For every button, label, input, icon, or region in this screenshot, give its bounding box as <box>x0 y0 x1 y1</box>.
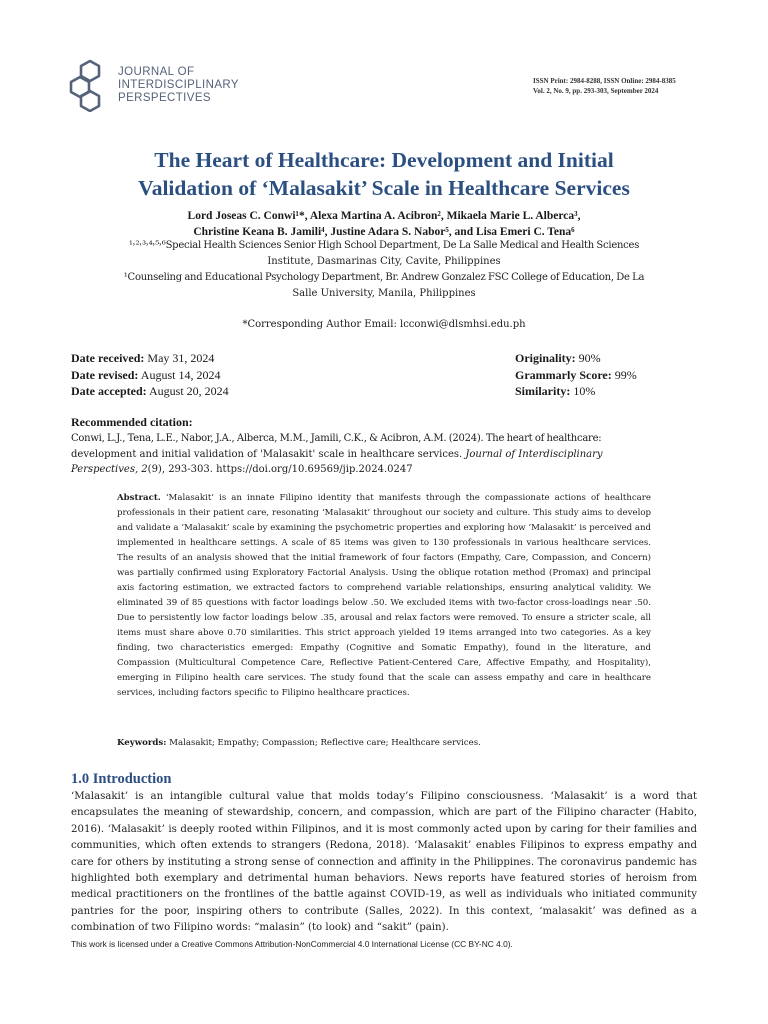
journal-name-line: INTERDISCIPLINARY <box>118 79 239 91</box>
hexagon-molecule-icon <box>66 58 114 112</box>
introduction-text: ‘Malasakit’ is an intangible cultural value that molds today’s Filipino consciousness. ‘Malasakit’ is a word that encapsulates the meaning of stewardship, concern, and compassion, which are part of the Filipino character (Habito, 2016). ‘Malasakit’ is deeply rooted within Filipinos, and it is most commonly acted upon by caring for their families and communities, which often extends to strangers (Redona, 2018). ‘Malasakit’ enables Filipinos to express empathy and care for others by instituting a strong sense of connection and affinity in the Philippines. The coronavirus pandemic has highlighted both exemplary and detrimental human behaviors. News reports have featured stories of heroism from medical practitioners on the frontlines of the battle against COVID-19, as well as individuals who initiated community pantries for the poor, inspiring others to contribute (Salles, 2022). In this context, ‘malasakit’ was defined as a combination of two Filipino words: “malasin” (to look) and “sakit” (pain). <box>71 791 697 934</box>
citation-heading: Recommended citation: <box>71 415 193 429</box>
keywords <box>117 738 481 748</box>
author-line: Christine Keana B. Jamili⁴, Justine Adara S. Nabor⁵, and Lisa Emeri C. Tena⁶ <box>193 226 575 238</box>
corresponding-author-email: *Corresponding Author Email: lcconwi@dlsmhsi.edu.ph <box>242 319 526 330</box>
affiliations <box>40 238 728 302</box>
title-line: Validation of ‘Malasakit’ Scale in Healthcare Services <box>138 176 630 200</box>
score-block <box>515 350 637 400</box>
abstract-text: ‘Malasakit’ is an innate Filipino identity that manifests through the compassionate actions of healthcare professionals in their patient care, resonating ‘Malasakit’ throughout our society and culture. This study aims to develop and validate a ‘Malasakit’ scale by examining the psychometric properties and exploring how ‘Malasakit’ is perceived and implemented in healthcare settings. A scale of 85 items was given to 130 professionals in various healthcare services. The results of an analysis showed that the initial framework of four factors (Empathy, Care, Compassion, and Concern) was partially confirmed using Exploratory Factorial Analysis. Using the oblique rotation method (Promax) and principal axis factoring estimation, we extracted factors to comprehend variable relationships, ensuring analytical validity. We eliminated 39 of 85 questions with factor loadings below .50. We excluded items with two-factor cross-loadings near .50. Due to persistently low factor loadings below .35, arousal and relax factors were removed. To ensure a stricter scale, all items must share above 0.70 similarities. This strict approach yielded 19 items arranged into two categories. As a key finding, two characteristics emerged: Empathy (Cognitive and Somatic Empathy), found in the literature, and Compassion (Multicultural Competence Care, Reflective Patient-Centered Care, Affective Empathy, and Hospitality), emerging in Filipino health care services. The study found that the scale can assess empathy and care in healthcare services, including factors specific to Filipino healthcare practices. <box>117 493 651 698</box>
date-block <box>71 350 229 400</box>
date-received: Date received: May 31, 2024 <box>71 351 215 365</box>
citation-line: Perspectives, 2(9), 293-303. https://doi.org/10.69569/jip.2024.0247 <box>71 464 413 475</box>
author-line: Lord Joseas C. Conwi¹*, Alexa Martina A. Acibron², Mikaela Marie L. Alberca³, <box>187 210 581 222</box>
article-title <box>40 146 728 202</box>
journal-name <box>118 66 239 105</box>
section-heading: 1.0 Introduction <box>71 771 172 787</box>
journal-name-line: JOURNAL OF <box>118 66 195 78</box>
citation-text <box>71 431 701 478</box>
license-notice: This work is licensed under a Creative Commons Attribution-NonCommercial 4.0 International License (CC BY-NC 4.0). <box>71 939 513 949</box>
journal-logo <box>66 58 239 112</box>
issn-line: ISSN Print: 2984-8288, ISSN Online: 2984-8385 <box>533 77 676 85</box>
author-list <box>40 208 728 240</box>
keywords-label: Keywords: <box>117 738 167 748</box>
abstract <box>117 491 651 701</box>
affiliation-line: ¹˒²˒³˒⁴˒⁵˒⁶Special Health Sciences Senior High School Department, De La Salle Medical and Health Sciences <box>128 240 640 251</box>
affiliation-line: ¹Counseling and Educational Psychology Department, Br. Andrew Gonzalez FSC College of Education, De La <box>123 272 645 283</box>
journal-name-line: PERSPECTIVES <box>118 92 211 104</box>
citation-line: development and initial validation of 'Malasakit' scale in healthcare services. Journal of Interdisciplinary <box>71 448 603 460</box>
grammarly-score: Grammarly Score: 99% <box>515 367 637 382</box>
volume-line: Vol. 2, No. 9, pp. 293-303, September 2024 <box>533 87 659 95</box>
abstract-label: Abstract. <box>117 493 161 503</box>
originality-score: Originality: 90% <box>515 351 601 365</box>
keywords-text: Malasakit; Empathy; Compassion; Reflective care; Healthcare services. <box>166 738 481 748</box>
citation-line: Conwi, L.J., Tena, L.E., Nabor, J.A., Alberca, M.M., Jamili, C.K., & Acibron, A.M. (2024). The heart of healthcare: <box>71 433 602 444</box>
affiliation-line: Salle University, Manila, Philippines <box>292 288 476 299</box>
date-accepted: Date accepted: August 20, 2024 <box>71 384 229 398</box>
title-line: The Heart of Healthcare: Development and Initial <box>154 148 614 172</box>
affiliation-line: Institute, Dasmarinas City, Cavite, Philippines <box>267 256 501 267</box>
date-revised: Date revised: August 14, 2024 <box>71 367 221 382</box>
similarity-score: Similarity: 10% <box>515 384 596 398</box>
issn-block <box>533 76 676 96</box>
